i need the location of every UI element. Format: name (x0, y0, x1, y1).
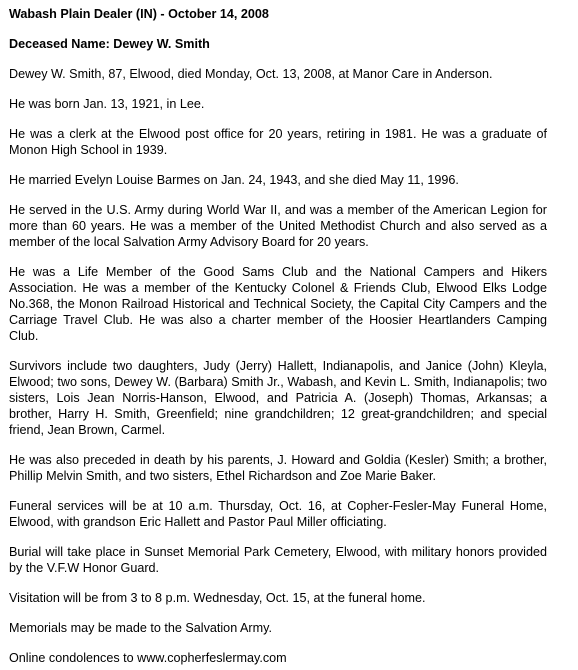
paragraph-preceded-in-death: He was also preceded in death by his parents, J. Howard and Goldia (Kesler) Smith; a brother, Phillip Melvin Smith, and two sisters, Ethel Richardson and Zoe Marie Baker. (9, 453, 547, 483)
paragraph-funeral-services: Funeral services will be at 10 a.m. Thursday, Oct. 16, at Copher-Fesler-May Funeral Home, Elwood, with grandson Eric Hallett and Pastor Paul Miller officiating. (9, 499, 547, 529)
paragraph-memorials: Memorials may be made to the Salvation Army. (9, 621, 272, 635)
source-heading: Wabash Plain Dealer (IN) - October 14, 2008 (9, 7, 269, 21)
paragraph-memberships: He was a Life Member of the Good Sams Club and the National Campers and Hikers Association. He was a member of the Kentucky Colonel & Friends Club, Elwood Elks Lodge No.368, the Monon Railroad Historical and Technical Society, the Capital City Campers and the Carriage Travel Club. He was also a charter member of the Hoosier Heartlanders Camping Club. (9, 265, 547, 343)
paragraph-online-condolences: Online condolences to www.copherfeslermay.com (9, 651, 287, 665)
paragraph-marriage: He married Evelyn Louise Barmes on Jan. 24, 1943, and she died May 11, 1996. (9, 173, 459, 187)
paragraph-visitation: Visitation will be from 3 to 8 p.m. Wednesday, Oct. 15, at the funeral home. (9, 591, 426, 605)
paragraph-birth: He was born Jan. 13, 1921, in Lee. (9, 97, 205, 111)
paragraph-career: He was a clerk at the Elwood post office for 20 years, retiring in 1981. He was a graduate of Monon High School in 1939. (9, 127, 547, 157)
deceased-name-heading: Deceased Name: Dewey W. Smith (9, 37, 210, 51)
paragraph-survivors: Survivors include two daughters, Judy (Jerry) Hallett, Indianapolis, and Janice (John) Kleyla, Elwood; two sons, Dewey W. (Barbara) Smith Jr., Wabash, and Kevin L. Smith, Indianapolis; two sisters, Lois Jean Norris-Hanson, Elwood, and Patricia A. (Joseph) Thomas, Arkansas; a brother, Harry H. Smith, Greenfield; nine grandchildren; 12 great-grandchildren; and special friend, Jean Brown, Carmel. (9, 359, 547, 437)
paragraph-death-notice: Dewey W. Smith, 87, Elwood, died Monday, Oct. 13, 2008, at Manor Care in Anderson. (9, 67, 493, 81)
paragraph-burial: Burial will take place in Sunset Memorial Park Cemetery, Elwood, with military honors provided by the V.F.W Honor Guard. (9, 545, 547, 575)
paragraph-military-service: He served in the U.S. Army during World War II, and was a member of the American Legion for more than 60 years. He was a member of the United Methodist Church and also served as a member of the local Salvation Army Advisory Board for 20 years. (9, 203, 547, 249)
obituary-document (9, 6, 547, 666)
